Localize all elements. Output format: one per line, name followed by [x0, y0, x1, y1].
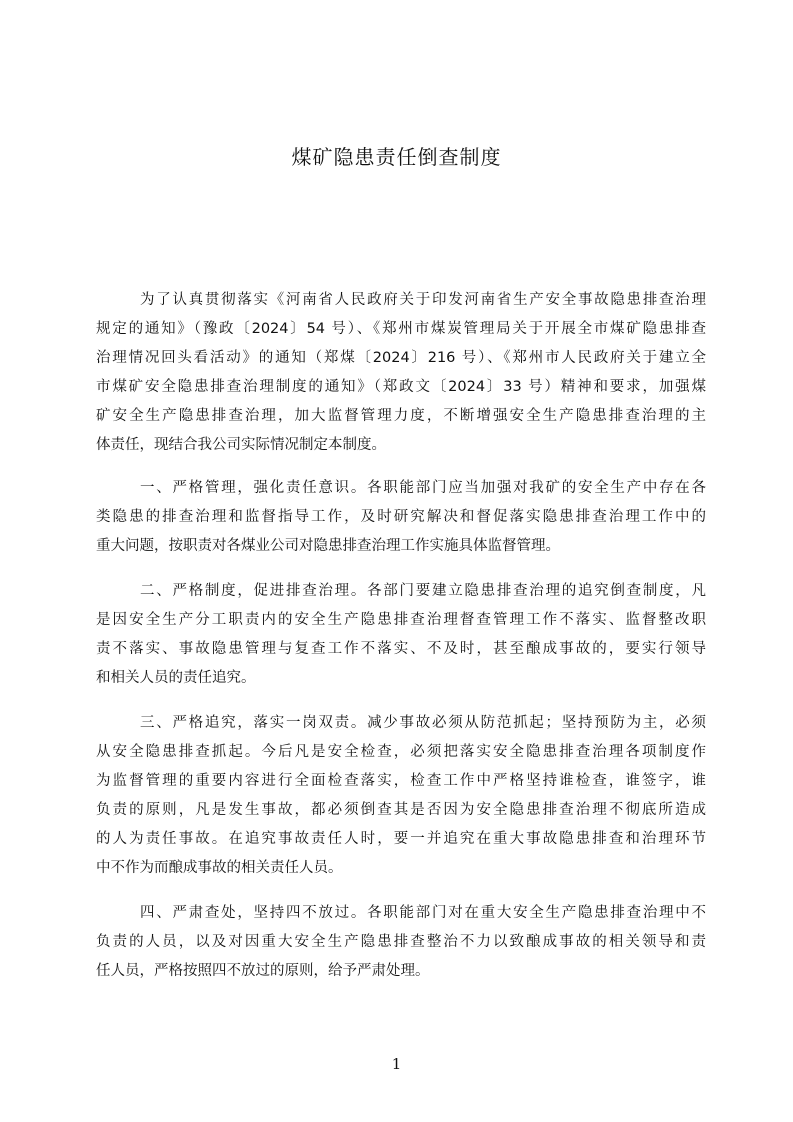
- text-line: 类隐患的排查治理和监督指导工作，及时研究解决和督促落实隐患排查治理工作中的: [96, 509, 706, 525]
- text-line: 和相关人员的责任追究。: [96, 670, 256, 686]
- text-line: 负责的原则，凡是发生事故，都必须倒查其是否因为安全隐患排查治理不彻底所造成: [96, 802, 706, 818]
- text-line: 是因安全生产分工职责内的安全生产隐患排查治理督查管理工作不落实、监督整改职: [96, 612, 706, 628]
- text-line: 规定的通知》（豫政〔2024〕54 号）、《郑州市煤炭管理局关于开展全市煤矿隐患排查: [96, 321, 706, 337]
- paragraph-section-2: [96, 577, 706, 693]
- text-line: 为监督管理的重要内容进行全面检查落实，检查工作中严格坚持谁检查，谁签字，谁: [96, 773, 706, 789]
- paragraph-section-4: [96, 899, 706, 986]
- text-line: 重大问题，按职责对各煤业公司对隐患排查治理工作实施具体监督管理。: [96, 538, 560, 554]
- paragraph-section-1: [96, 474, 706, 561]
- text-line: 负责的人员，以及对因重大安全生产隐患排查整治不力以致酿成事故的相关领导和责: [96, 934, 706, 950]
- text-line: 四、严肃查处，坚持四不放过。各职能部门对在重大安全生产隐患排查治理中不: [140, 905, 706, 921]
- text-line: 二、严格制度，促进排查治理。各部门要建立隐患排查治理的追究倒查制度，凡: [140, 583, 706, 599]
- text-line: 中不作为而酿成事故的相关责任人员。: [96, 860, 343, 876]
- paragraph-section-3: [96, 709, 706, 883]
- page-title: 煤矿隐患责任倒查制度: [291, 145, 502, 169]
- text-line: 一、严格管理，强化责任意识。各职能部门应当加强对我矿的安全生产中存在各: [140, 480, 706, 496]
- text-line: 的人为责任事故。在追究事故责任人时，要一并追究在重大事故隐患排查和治理环节: [96, 831, 706, 847]
- paragraph-preamble: [96, 286, 706, 460]
- text-line: 治理情况回头看活动》的通知（郑煤〔2024〕216 号）、《郑州市人民政府关于建立全: [96, 350, 706, 366]
- text-line: 任人员，严格按照四不放过的原则，给予严肃处理。: [96, 963, 430, 979]
- text-line: 从安全隐患排查抓起。今后凡是安全检查，必须把落实安全隐患排查治理各项制度作: [96, 744, 706, 760]
- text-line: 为了认真贯彻落实《河南省人民政府关于印发河南省生产安全事故隐患排查治理: [140, 292, 706, 308]
- text-line: 市煤矿安全隐患排查治理制度的通知》（郑政文〔2024〕33 号）精神和要求，加强煤: [96, 379, 706, 395]
- text-line: 三、严格追究，落实一岗双责。减少事故必须从防范抓起；坚持预防为主，必须: [140, 715, 706, 731]
- text-line: 责不落实、事故隐患管理与复查工作不落实、不及时，甚至酿成事故的，要实行领导: [96, 641, 706, 657]
- text-line: 体责任，现结合我公司实际情况制定本制度。: [96, 437, 386, 453]
- text-line: 矿安全生产隐患排查治理，加大监督管理力度，不断增强安全生产隐患排查治理的主: [96, 408, 706, 424]
- page-number: 1: [391, 1055, 402, 1073]
